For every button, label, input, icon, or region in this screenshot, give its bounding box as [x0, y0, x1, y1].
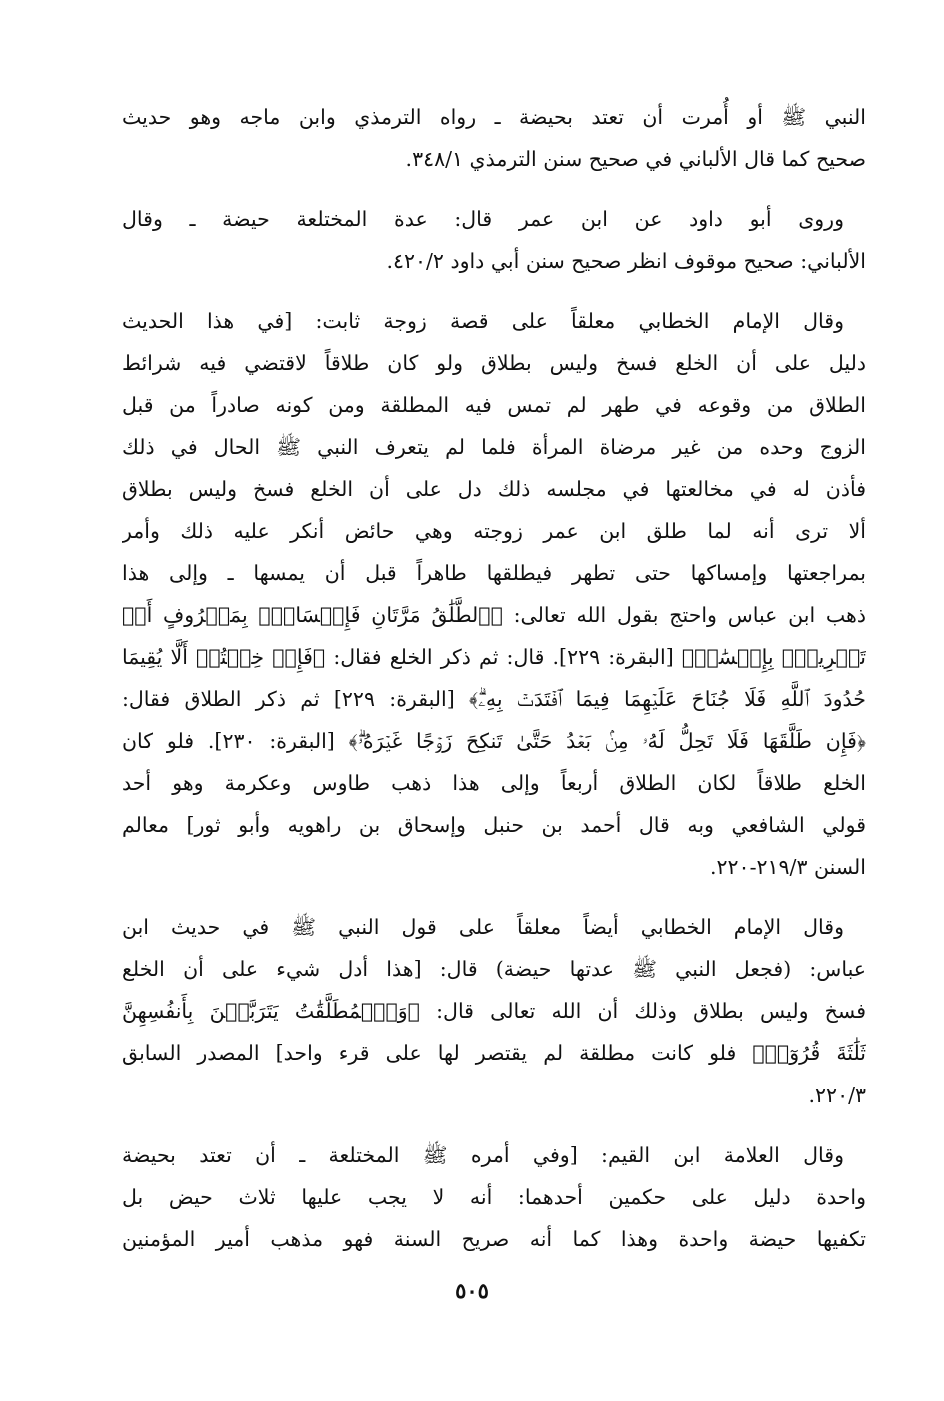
text-line: وقال العلامة ابن القيم: [وفي أمره ﷺ المختلعة ـ أن تعتد بحيضة — [122, 1143, 844, 1167]
text-line: صحيح كما قال الألباني في صحيح سنن الترمذي ٣٤٨/١. — [405, 147, 866, 171]
paragraph-2 — [122, 198, 866, 282]
text-line: عباس: (فجعل النبي ﷺ عدتها حيضة) قال: [هذا أدل شيء على أن الخلع — [122, 957, 866, 981]
text-line: السنن ٢١٩/٣-٢٢٠. — [709, 855, 866, 879]
text-line: وقال الإمام الخطابي أيضاً معلقاً على قول النبي ﷺ في حديث ابن — [122, 915, 844, 939]
text-line: قولي الشافعي وبه قال أحمد بن حنبل وإسحاق بن راهويه وأبو ثور] معالم — [122, 813, 866, 837]
page-body — [122, 96, 866, 1278]
text-line: الخلع طلاقاً لكان الطلاق أربعاً وإلى هذا ذهب طاوس وعكرمة وهو أحد — [122, 771, 866, 795]
quran-verse-line: ثَلَٰثَةَ قُرُوٓءٖ﴾ فلو كانت مطلقة لم يقتصر لها على قرء واحد] المصدر السابق — [122, 1041, 866, 1065]
text-line: دليل على أن الخلع فسخ وليس بطلاق ولو كان طلاقاً لاقتضي فيه شرائط — [122, 351, 866, 375]
text-line: ألا ترى أنه لما طلق ابن عمر زوجته وهي حائض أنكر عليه ذلك وأمر — [122, 519, 866, 543]
text-line: فأذن له في مخالعتها في مجلسه ذلك دل على أن الخلع فسخ وليس بطلاق — [122, 477, 866, 501]
page-number: ٥٠٥ — [455, 1278, 489, 1303]
text-line: ٢٢٠/٣. — [808, 1083, 866, 1107]
text-line: النبي ﷺ أو أُمرت أن تعتد بحيضة ـ رواه الترمذي وابن ماجه وهو حديث — [122, 105, 866, 129]
text-line: الألباني: صحيح موقوف انظر صحيح سنن أبي داود ٤٢٠/٢. — [386, 249, 866, 273]
text-line: واحدة دليل على حكمين أحدهما: أنه لا يجب عليها ثلاث حيض بل — [122, 1185, 866, 1209]
text-line: وروى أبو داود عن ابن عمر قال: عدة المختلعة حيضة ـ وقال — [122, 207, 844, 231]
text-line: الطلاق من وقوعه في طهر لم تمس فيه المطلقة ومن كونه صادراً من قبل — [122, 393, 866, 417]
text-line: الزوج وحده من غير مرضاة المرأة فلما لم يتعرف النبي ﷺ الحال في ذلك — [122, 435, 866, 459]
paragraph-4 — [122, 906, 866, 1116]
quran-verse-line: تَسۡرِيحُۢ بِإِحۡسَٰنٖ﴾ [البقرة: ٢٢٩]. قال: ثم ذكر الخلع فقال: ﴿فَإِنۡ خِفۡتُمۡ أَلَّا يُقِيمَا — [122, 645, 866, 669]
quran-verse-line: حُدُودَ ٱللَّهِ فَلَا جُنَاحَ عَلَيۡهِمَا فِيمَا ٱفۡتَدَتۡ بِهِۦۗ﴾ [البقرة: ٢٢٩] ثم ذكر الطلاق فقال: — [122, 687, 866, 711]
quran-verse-line: ﴿فَإِن طَلَّقَهَا فَلَا تَحِلُّ لَهُۥ مِنۢ بَعۡدُ حَتَّىٰ تَنكِحَ زَوۡجًا غَيۡرَهُۥۗ﴾ [البقرة: ٢٣٠]. فلو كان — [122, 729, 866, 753]
text-line: بمراجعتها وإمساكها حتى تطهر فيطلقها طاهراً قبل أن يمسها ـ وإلى هذا — [122, 561, 866, 585]
text-line: تكفيها حيضة واحدة وهذا كما أنه صريح السنة فهو مذهب أمير المؤمنين — [122, 1227, 866, 1251]
text-line: وقال الإمام الخطابي معلقاً على قصة زوجة ثابت: [في هذا الحديث — [122, 309, 844, 333]
paragraph-1 — [122, 96, 866, 180]
quran-verse-line: ذهب ابن عباس واحتج بقول الله تعالى: ﴿ٱلطَّلَٰقُ مَرَّتَانِ فَإِمۡسَاكُۢ بِمَعۡرُوفٍ أَوۡ — [122, 603, 866, 627]
paragraph-5 — [122, 1134, 866, 1260]
quran-verse-line: فسخ وليس بطلاق وذلك أن الله تعالى قال: ﴿وَٱلۡمُطَلَّقَٰتُ يَتَرَبَّصۡنَ بِأَنفُسِهِنَّ — [122, 999, 866, 1023]
paragraph-3 — [122, 300, 866, 888]
